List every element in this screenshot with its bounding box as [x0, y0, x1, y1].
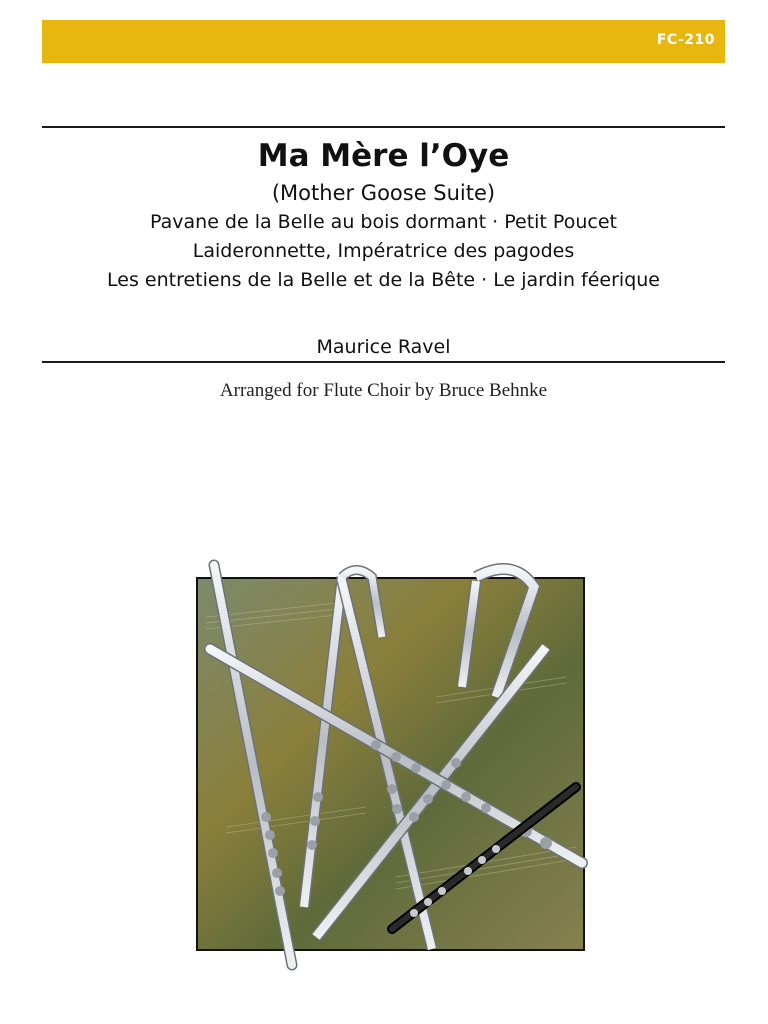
- movement-line-3: Les entretiens de la Belle et de la Bête · Le jardin féerique: [107, 269, 660, 291]
- composer-name: Maurice Ravel: [316, 336, 451, 358]
- title-block: [42, 134, 725, 295]
- main-title: Ma Mère l’Oye: [257, 138, 510, 174]
- arranger-credit: Arranged for Flute Choir by Bruce Behnke: [219, 380, 548, 401]
- top-color-band: [42, 20, 725, 63]
- movement-line-1: Pavane de la Belle au bois dormant · Petit Poucet: [150, 211, 617, 233]
- movement-line-2: Laideronnette, Impératrice des pagodes: [192, 240, 575, 262]
- crossed-flutes-illustration: [196, 577, 585, 951]
- top-rule: [42, 126, 725, 128]
- bottom-rule: [42, 361, 725, 363]
- subtitle: (Mother Goose Suite): [271, 181, 496, 205]
- catalog-number: FC-210: [656, 32, 715, 48]
- flute-artwork-svg: [196, 577, 585, 951]
